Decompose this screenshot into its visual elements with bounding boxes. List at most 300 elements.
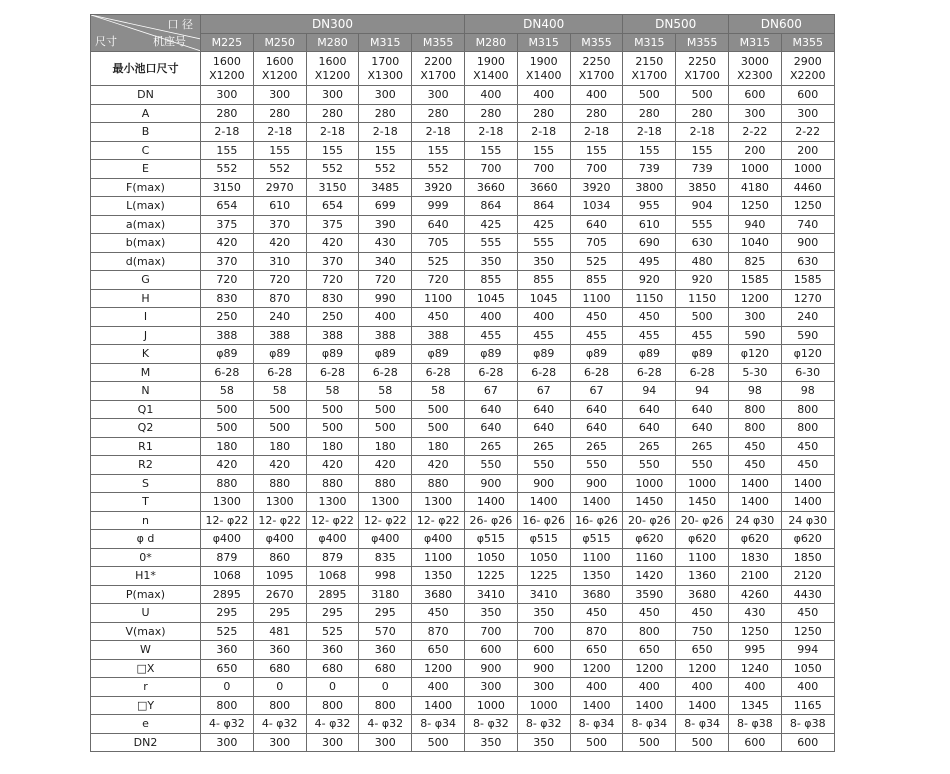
table-cell: 6-28: [570, 363, 623, 382]
table-cell: 500: [412, 400, 465, 419]
table-cell: 2-18: [306, 123, 359, 142]
table-cell: 870: [253, 289, 306, 308]
table-cell: φ400: [253, 530, 306, 549]
table-cell: φ89: [570, 345, 623, 364]
table-cell: 0: [253, 678, 306, 697]
table-cell: 67: [570, 382, 623, 401]
table-cell: φ89: [676, 345, 729, 364]
table-cell: 1068: [306, 567, 359, 586]
table-cell: 879: [306, 548, 359, 567]
table-cell: 739: [623, 160, 676, 179]
table-cell: 1000: [781, 160, 834, 179]
row-label: e: [91, 715, 201, 734]
table-cell: 750: [676, 622, 729, 641]
table-cell: 16- φ26: [570, 511, 623, 530]
table-cell: 481: [253, 622, 306, 641]
corner-label-size: 尺寸: [95, 35, 117, 48]
table-cell: 300: [201, 733, 254, 752]
header-model-row: [91, 33, 835, 52]
table-cell: 350: [465, 604, 518, 623]
table-cell: 280: [412, 104, 465, 123]
table-cell: 420: [412, 456, 465, 475]
table-cell: 3920: [412, 178, 465, 197]
table-cell: 455: [517, 326, 570, 345]
table-cell: 900: [570, 474, 623, 493]
table-cell: 94: [623, 382, 676, 401]
table-row: [91, 382, 835, 401]
table-cell: 500: [676, 86, 729, 105]
table-row: [91, 678, 835, 697]
table-cell: 500: [253, 400, 306, 419]
table-cell: 8- φ32: [465, 715, 518, 734]
table-cell: 155: [570, 141, 623, 160]
table-cell: 450: [676, 604, 729, 623]
table-cell: 450: [412, 308, 465, 327]
table-cell: 650: [623, 641, 676, 660]
row-label: K: [91, 345, 201, 364]
header-model-cell: M315: [729, 33, 782, 52]
table-cell: 590: [781, 326, 834, 345]
table-row: [91, 308, 835, 327]
min-pit-width: X1200: [209, 68, 245, 82]
table-cell: 640: [676, 400, 729, 419]
table-cell: 870: [570, 622, 623, 641]
table-cell: 500: [253, 419, 306, 438]
min-pit-length: 1900: [529, 54, 558, 68]
table-cell: 155: [517, 141, 570, 160]
table-cell: 1200: [676, 659, 729, 678]
table-cell: 900: [465, 659, 518, 678]
table-cell: 864: [517, 197, 570, 216]
table-cell: 552: [359, 160, 412, 179]
table-cell: 1400: [676, 696, 729, 715]
row-label: W: [91, 641, 201, 660]
table-cell: 1400: [570, 696, 623, 715]
table-cell: 360: [359, 641, 412, 660]
min-pit-length: 2250: [582, 54, 611, 68]
table-cell: 1095: [253, 567, 306, 586]
table-cell: 350: [465, 733, 518, 752]
table-row: [91, 178, 835, 197]
table-cell: 680: [306, 659, 359, 678]
table-row: [91, 271, 835, 290]
min-pit-cell: [729, 52, 782, 86]
table-cell: 8- φ38: [781, 715, 834, 734]
table-cell: 24 φ30: [781, 511, 834, 530]
table-cell: 6-28: [253, 363, 306, 382]
table-cell: 720: [201, 271, 254, 290]
table-cell: φ620: [676, 530, 729, 549]
table-cell: φ120: [781, 345, 834, 364]
table-cell: 1045: [517, 289, 570, 308]
table-row: [91, 456, 835, 475]
table-cell: 860: [253, 548, 306, 567]
table-cell: 600: [517, 641, 570, 660]
table-cell: 350: [517, 604, 570, 623]
table-row: [91, 659, 835, 678]
table-cell: 3660: [517, 178, 570, 197]
table-cell: 4180: [729, 178, 782, 197]
table-cell: 420: [253, 456, 306, 475]
table-cell: 180: [201, 437, 254, 456]
table-cell: 4260: [729, 585, 782, 604]
table-cell: 450: [781, 604, 834, 623]
table-cell: 600: [729, 86, 782, 105]
table-cell: 640: [570, 215, 623, 234]
table-cell: 0: [201, 678, 254, 697]
table-cell: 300: [729, 308, 782, 327]
row-label: DN2: [91, 733, 201, 752]
table-cell: 800: [729, 400, 782, 419]
header-model-cell: M225: [201, 33, 254, 52]
min-pit-width: X1300: [367, 68, 404, 82]
table-cell: 900: [465, 474, 518, 493]
min-pit-length: 2250: [688, 54, 717, 68]
table-cell: 900: [517, 474, 570, 493]
table-cell: 3680: [676, 585, 729, 604]
header-model-cell: M355: [570, 33, 623, 52]
table-cell: 450: [570, 604, 623, 623]
table-cell: 300: [359, 733, 412, 752]
table-cell: 610: [623, 215, 676, 234]
table-cell: 3850: [676, 178, 729, 197]
table-cell: 1050: [781, 659, 834, 678]
table-cell: 700: [570, 160, 623, 179]
table-row: [91, 141, 835, 160]
row-label: b(max): [91, 234, 201, 253]
table-cell: 800: [359, 696, 412, 715]
table-cell: 388: [201, 326, 254, 345]
min-pit-row: [91, 52, 835, 86]
table-cell: 1000: [729, 160, 782, 179]
table-cell: φ89: [465, 345, 518, 364]
table-cell: 552: [306, 160, 359, 179]
table-cell: 1034: [570, 197, 623, 216]
table-cell: 640: [465, 419, 518, 438]
table-cell: 879: [201, 548, 254, 567]
table-cell: 4- φ32: [201, 715, 254, 734]
header-model-cell: M280: [306, 33, 359, 52]
table-row: [91, 86, 835, 105]
header-model-cell: M315: [359, 33, 412, 52]
row-label: J: [91, 326, 201, 345]
table-cell: 1400: [412, 696, 465, 715]
table-cell: 420: [359, 456, 412, 475]
table-cell: 450: [623, 604, 676, 623]
table-row: [91, 289, 835, 308]
table-cell: 1100: [570, 548, 623, 567]
table-cell: 525: [570, 252, 623, 271]
table-cell: φ89: [306, 345, 359, 364]
table-cell: 1400: [729, 493, 782, 512]
table-cell: 350: [517, 252, 570, 271]
table-cell: 2-18: [253, 123, 306, 142]
table-cell: 1100: [412, 289, 465, 308]
row-label: P(max): [91, 585, 201, 604]
min-pit-width: X1700: [631, 68, 668, 82]
table-cell: 500: [359, 400, 412, 419]
table-cell: 400: [465, 86, 518, 105]
table-cell: 640: [412, 215, 465, 234]
header-model-cell: M280: [465, 33, 518, 52]
table-cell: 680: [359, 659, 412, 678]
table-cell: 400: [412, 678, 465, 697]
table-cell: 430: [729, 604, 782, 623]
table-cell: 280: [465, 104, 518, 123]
table-row: [91, 696, 835, 715]
table-cell: 0: [359, 678, 412, 697]
table-cell: 1225: [465, 567, 518, 586]
table-cell: 3920: [570, 178, 623, 197]
table-cell: 3150: [306, 178, 359, 197]
row-label: E: [91, 160, 201, 179]
table-cell: 570: [359, 622, 412, 641]
table-cell: 265: [517, 437, 570, 456]
table-cell: φ400: [306, 530, 359, 549]
table-cell: 58: [201, 382, 254, 401]
table-cell: 1225: [517, 567, 570, 586]
table-cell: 525: [412, 252, 465, 271]
table-cell: 200: [729, 141, 782, 160]
header-group-dn500: DN500: [623, 15, 729, 34]
table-cell: 58: [306, 382, 359, 401]
row-label: □Y: [91, 696, 201, 715]
row-label: N: [91, 382, 201, 401]
table-cell: 800: [623, 622, 676, 641]
table-cell: 800: [729, 419, 782, 438]
table-cell: 1400: [517, 493, 570, 512]
table-cell: 2670: [253, 585, 306, 604]
min-pit-width: X1400: [525, 68, 562, 82]
table-cell: φ400: [412, 530, 465, 549]
table-cell: 300: [201, 86, 254, 105]
min-pit-cell: [676, 52, 729, 86]
table-cell: 6-28: [359, 363, 412, 382]
table-row: [91, 530, 835, 549]
table-cell: 550: [623, 456, 676, 475]
table-cell: φ89: [253, 345, 306, 364]
table-cell: 700: [465, 622, 518, 641]
row-label: DN: [91, 86, 201, 105]
table-cell: 3660: [465, 178, 518, 197]
table-cell: 600: [465, 641, 518, 660]
table-cell: 388: [412, 326, 465, 345]
table-cell: 1350: [412, 567, 465, 586]
table-cell: φ89: [412, 345, 465, 364]
table-row: [91, 715, 835, 734]
table-cell: 155: [623, 141, 676, 160]
table-cell: φ515: [570, 530, 623, 549]
table-cell: 500: [623, 733, 676, 752]
table-cell: 830: [201, 289, 254, 308]
table-cell: 1165: [781, 696, 834, 715]
table-cell: 700: [517, 622, 570, 641]
table-cell: 390: [359, 215, 412, 234]
table-cell: 555: [676, 215, 729, 234]
header-model-cell: M355: [781, 33, 834, 52]
table-cell: 1200: [623, 659, 676, 678]
table-cell: 1100: [676, 548, 729, 567]
table-cell: 880: [412, 474, 465, 493]
table-cell: 300: [253, 86, 306, 105]
table-cell: 420: [306, 234, 359, 253]
table-cell: 880: [253, 474, 306, 493]
table-cell: 295: [359, 604, 412, 623]
min-pit-cell: [570, 52, 623, 86]
table-cell: 1000: [623, 474, 676, 493]
table-cell: 1420: [623, 567, 676, 586]
table-cell: 552: [253, 160, 306, 179]
min-pit-length: 1900: [476, 54, 505, 68]
table-cell: 1050: [517, 548, 570, 567]
table-cell: 240: [253, 308, 306, 327]
table-cell: 370: [306, 252, 359, 271]
table-row: [91, 622, 835, 641]
table-cell: 830: [306, 289, 359, 308]
table-cell: 864: [465, 197, 518, 216]
table-cell: 300: [306, 86, 359, 105]
table-cell: 1250: [729, 622, 782, 641]
table-row: [91, 604, 835, 623]
table-cell: 450: [412, 604, 465, 623]
table-cell: φ89: [359, 345, 412, 364]
header-model-cell: M355: [676, 33, 729, 52]
table-cell: 1400: [570, 493, 623, 512]
table-cell: 180: [253, 437, 306, 456]
table-cell: 920: [676, 271, 729, 290]
table-cell: 388: [359, 326, 412, 345]
table-cell: 1450: [676, 493, 729, 512]
min-pit-cell: [623, 52, 676, 86]
table-cell: 6-28: [306, 363, 359, 382]
table-cell: 1100: [412, 548, 465, 567]
min-pit-length: 1700: [371, 54, 400, 68]
table-cell: 12- φ22: [306, 511, 359, 530]
table-cell: 98: [781, 382, 834, 401]
table-cell: 280: [676, 104, 729, 123]
table-row: [91, 567, 835, 586]
row-label: R2: [91, 456, 201, 475]
table-cell: 2-18: [676, 123, 729, 142]
header-model-cell: M315: [517, 33, 570, 52]
table-cell: 1250: [781, 197, 834, 216]
table-cell: φ620: [781, 530, 834, 549]
table-cell: 67: [517, 382, 570, 401]
table-cell: 610: [253, 197, 306, 216]
table-cell: 600: [729, 733, 782, 752]
table-cell: 994: [781, 641, 834, 660]
header-model-cell: M250: [253, 33, 306, 52]
table-cell: 5-30: [729, 363, 782, 382]
table-row: [91, 733, 835, 752]
table-cell: 640: [623, 419, 676, 438]
table-cell: 870: [412, 622, 465, 641]
row-label: L(max): [91, 197, 201, 216]
table-row: [91, 345, 835, 364]
table-cell: 640: [570, 400, 623, 419]
table-cell: 400: [623, 678, 676, 697]
table-cell: 800: [253, 696, 306, 715]
table-cell: 450: [623, 308, 676, 327]
table-cell: 300: [253, 733, 306, 752]
table-cell: 550: [517, 456, 570, 475]
row-label: R1: [91, 437, 201, 456]
table-cell: 180: [412, 437, 465, 456]
table-cell: 552: [201, 160, 254, 179]
table-cell: φ620: [623, 530, 676, 549]
table-cell: 654: [201, 197, 254, 216]
table-cell: 630: [781, 252, 834, 271]
table-cell: 590: [729, 326, 782, 345]
table-cell: 550: [570, 456, 623, 475]
table-cell: 240: [781, 308, 834, 327]
table-cell: 400: [781, 678, 834, 697]
table-cell: 12- φ22: [201, 511, 254, 530]
table-row: [91, 585, 835, 604]
table-cell: φ89: [201, 345, 254, 364]
table-cell: 880: [306, 474, 359, 493]
table-cell: 825: [729, 252, 782, 271]
table-row: [91, 437, 835, 456]
table-cell: 310: [253, 252, 306, 271]
table-cell: 1250: [781, 622, 834, 641]
row-label: H: [91, 289, 201, 308]
table-cell: 1250: [729, 197, 782, 216]
table-cell: 425: [517, 215, 570, 234]
row-label: □X: [91, 659, 201, 678]
table-cell: 550: [465, 456, 518, 475]
table-cell: 500: [676, 733, 729, 752]
table-cell: 280: [623, 104, 676, 123]
table-cell: 1300: [412, 493, 465, 512]
table-cell: 450: [729, 456, 782, 475]
table-cell: 1350: [570, 567, 623, 586]
table-cell: 400: [676, 678, 729, 697]
table-cell: 400: [570, 86, 623, 105]
table-cell: 835: [359, 548, 412, 567]
table-cell: 1050: [465, 548, 518, 567]
table-cell: 1360: [676, 567, 729, 586]
row-label: I: [91, 308, 201, 327]
table-cell: 6-28: [676, 363, 729, 382]
table-cell: 295: [201, 604, 254, 623]
table-cell: 6-28: [201, 363, 254, 382]
table-cell: 4- φ32: [253, 715, 306, 734]
table-cell: 455: [465, 326, 518, 345]
row-label: B: [91, 123, 201, 142]
table-cell: 650: [676, 641, 729, 660]
table-cell: 3590: [623, 585, 676, 604]
table-row: [91, 474, 835, 493]
spec-table-container: [90, 14, 834, 752]
table-cell: 940: [729, 215, 782, 234]
row-label: S: [91, 474, 201, 493]
corner-label-frame: 机座号: [153, 35, 186, 48]
table-cell: 300: [306, 733, 359, 752]
table-cell: 720: [359, 271, 412, 290]
table-cell: 280: [517, 104, 570, 123]
table-cell: 295: [253, 604, 306, 623]
min-pit-width: X1200: [314, 68, 351, 82]
table-cell: 280: [306, 104, 359, 123]
table-cell: 24 φ30: [729, 511, 782, 530]
table-cell: 600: [781, 86, 834, 105]
table-cell: 720: [253, 271, 306, 290]
table-cell: 500: [201, 400, 254, 419]
table-cell: 2-22: [729, 123, 782, 142]
table-row: [91, 197, 835, 216]
table-cell: 2-18: [465, 123, 518, 142]
